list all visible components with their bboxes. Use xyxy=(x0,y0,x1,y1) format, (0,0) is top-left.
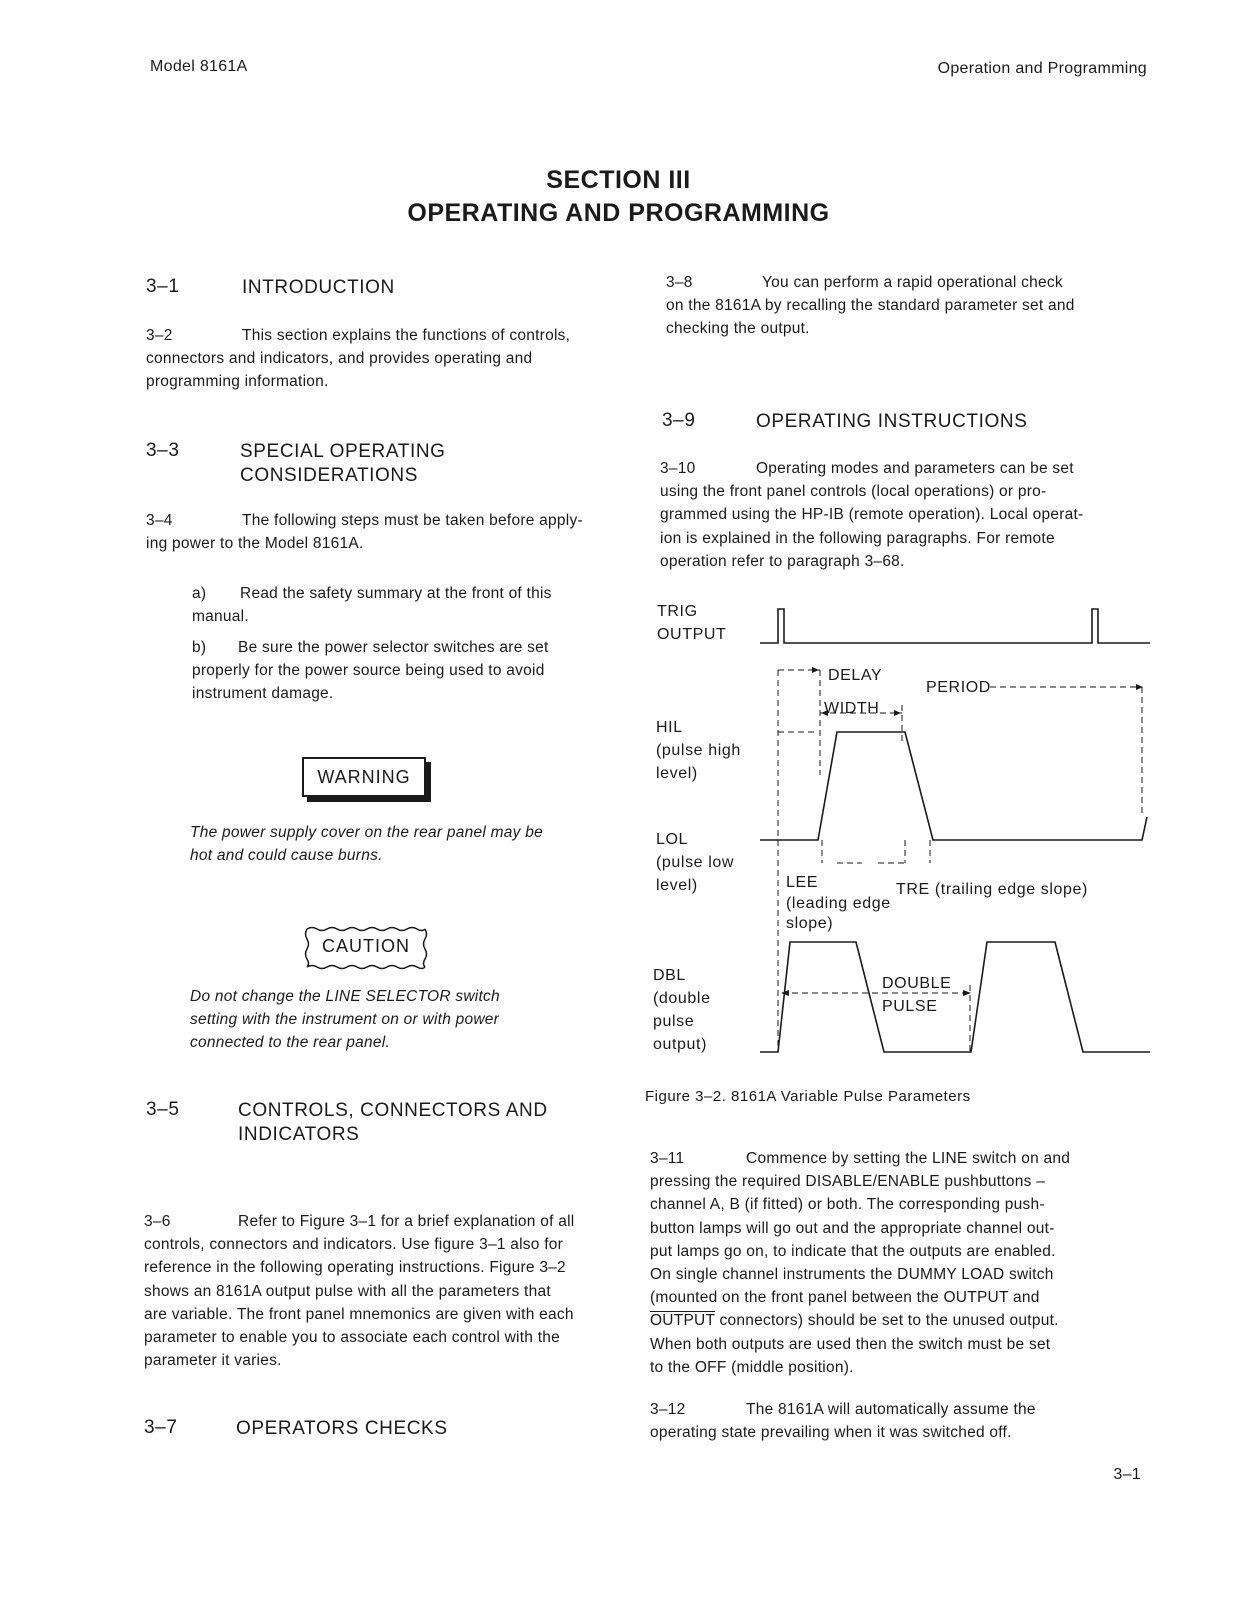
lee-label: LEE (leading edge slope) xyxy=(786,874,891,932)
lol-label: LOL (pulse low level) xyxy=(656,831,735,894)
double-pulse-label: DOUBLE PULSE xyxy=(882,975,952,1015)
heading-3-3: 3–3 SPECIAL OPERATING CONSIDERATIONS xyxy=(146,440,446,486)
section-title: SECTION III xyxy=(546,166,691,194)
page-number: 3–1 xyxy=(1113,1466,1141,1483)
step-b: b) Be sure the power selector switches are set properly for the power source being used to avoid instrument damage. xyxy=(192,639,549,703)
width-label: WIDTH xyxy=(824,700,880,717)
heading-3-7: 3–7 OPERATORS CHECKS xyxy=(144,1417,448,1439)
paragraph-3-4: 3–4 The following steps must be taken before apply- ing power to the Model 8161A. xyxy=(146,512,583,553)
paragraph-3-6: 3–6 Refer to Figure 3–1 for a brief explanation of all controls, connectors and indicators. Use figure 3–1 also for reference in the following operating instructions. Figure 3–2 shows an 8161A output pulse with all the parameters that are variable. The front panel mnemonics are given with each parameter to enable you to associate each control with the parameter it varies. xyxy=(144,1213,575,1370)
warning-text: The power supply cover on the rear panel may be hot and could cause burns. xyxy=(190,824,543,865)
delay-label: DELAY xyxy=(828,667,883,684)
warning-label: WARNING xyxy=(302,757,426,797)
heading-3-5: 3–5 CONTROLS, CONNECTORS AND INDICATORS xyxy=(146,1099,548,1145)
section-subtitle: OPERATING AND PROGRAMMING xyxy=(407,199,830,227)
heading-3-1: 3–1 INTRODUCTION xyxy=(146,276,395,298)
pulse-parameters-figure xyxy=(650,595,1160,1065)
paragraph-3-10: 3–10 Operating modes and parameters can be set using the front panel controls (local operations) or pro- grammed using the HP-IB (remote operation). Local operat- ion is explained in the following paragraphs. For remote operation refer to paragraph 3–68. xyxy=(660,460,1084,570)
hil-label: HIL (pulse high level) xyxy=(656,719,741,782)
main-pulse-waveform xyxy=(760,732,1147,840)
header-section: Operation and Programming xyxy=(937,60,1147,77)
step-a: a) Read the safety summary at the front of this manual. xyxy=(192,585,552,626)
caution-text: Do not change the LINE SELECTOR switch setting with the instrument on or with power connected to the rear panel. xyxy=(190,988,500,1052)
caution-label: CAUTION xyxy=(304,926,428,966)
paragraph-3-8: 3–8 You can perform a rapid operational check on the 8161A by recalling the standard parameter set and checking the output. xyxy=(666,274,1075,338)
figure-caption: Figure 3–2. 8161A Variable Pulse Parameters xyxy=(645,1088,971,1105)
period-label: PERIOD xyxy=(926,679,991,696)
paragraph-3-2: 3–2 This section explains the functions of controls, connectors and indicators, and provides operating and programming information. xyxy=(146,327,571,391)
double-pulse-waveform xyxy=(760,942,1150,1052)
paragraph-3-11: 3–11 Commence by setting the LINE switch on and pressing the required DISABLE/ENABLE pushbuttons – channel A, B (if fitted) or both. The corresponding push- button lamps will go out and the appropriate channel out- put lamps go on, to indicate that the outputs are enabled. On single channel instruments the DUMMY LOAD switch (mounted on the front panel between the OUTPUT and OUTPUT connectors) should be set to the unused output. When both outputs are used then the switch must be set to the OFF (middle position). xyxy=(650,1150,1071,1376)
tre-label: TRE (trailing edge slope) xyxy=(896,881,1088,898)
trig-output-label: TRIG OUTPUT xyxy=(657,603,727,643)
paragraph-3-12: 3–12 The 8161A will automatically assume the operating state prevailing when it was switched off. xyxy=(650,1401,1036,1442)
heading-3-9: 3–9 OPERATING INSTRUCTIONS xyxy=(662,410,1028,432)
dbl-label: DBL (double pulse output) xyxy=(653,967,711,1053)
trig-waveform xyxy=(760,609,1150,643)
header-model: Model 8161A xyxy=(150,58,248,75)
